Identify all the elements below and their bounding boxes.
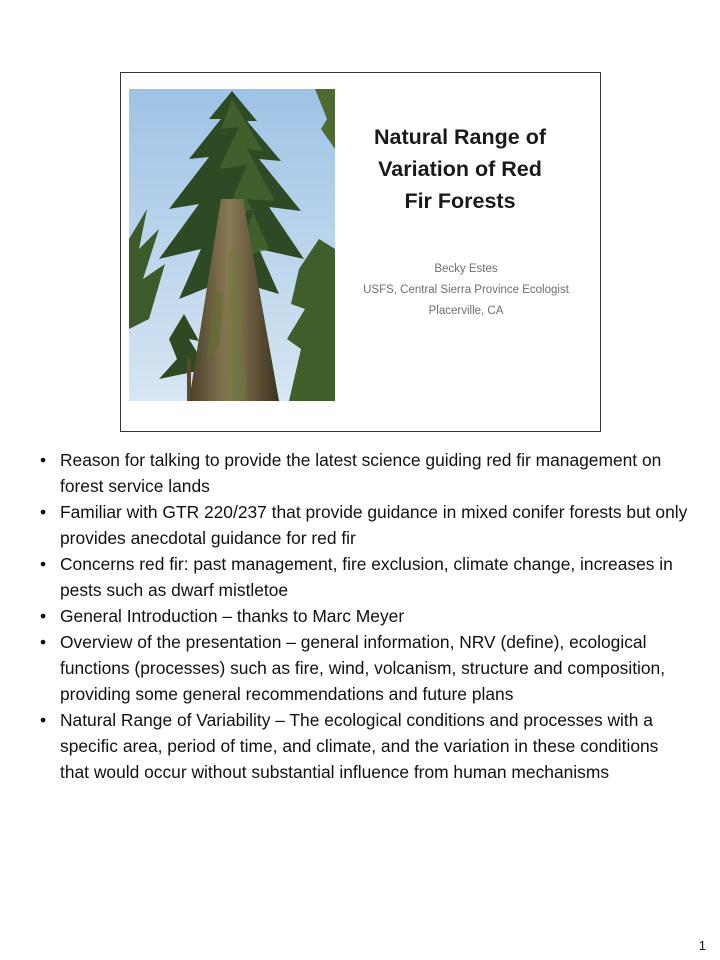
slide-title-line: Fir Forests <box>404 189 516 213</box>
note-item: • Concerns red fir: past management, fire exclusion, climate change, increases in pests such as dwarf mistletoe <box>38 551 688 603</box>
author-location: Placerville, CA <box>428 305 504 317</box>
speaker-notes-list <box>38 447 688 785</box>
note-item: • Natural Range of Variability – The ecological conditions and processes with a specific area, period of time, and climate, and the variation in these conditions that would occur without substantial influence from human mechanisms <box>38 707 688 785</box>
tree-illustration <box>129 89 335 401</box>
author-position: USFS, Central Sierra Province Ecologist <box>363 284 569 296</box>
slide-subtitle <box>336 259 596 322</box>
slide-title-line: Natural Range of <box>373 125 547 149</box>
slide-title <box>351 121 569 217</box>
page-number: 1 <box>698 938 706 953</box>
red-fir-tree-photo <box>129 89 335 401</box>
note-item: • Overview of the presentation – general information, NRV (define), ecological functions (processes) such as fire, wind, volcanism, structure and composition, providing some general recommendations and future plans <box>38 629 688 707</box>
author-name: Becky Estes <box>434 263 498 275</box>
note-item: • Reason for talking to provide the latest science guiding red fir management on forest service lands <box>38 447 688 499</box>
note-item: • General Introduction – thanks to Marc Meyer <box>38 603 688 629</box>
slide-title-line: Variation of Red <box>378 157 542 181</box>
slide-thumbnail <box>120 72 601 432</box>
note-item: • Familiar with GTR 220/237 that provide guidance in mixed conifer forests but only provides anecdotal guidance for red fir <box>38 499 688 551</box>
